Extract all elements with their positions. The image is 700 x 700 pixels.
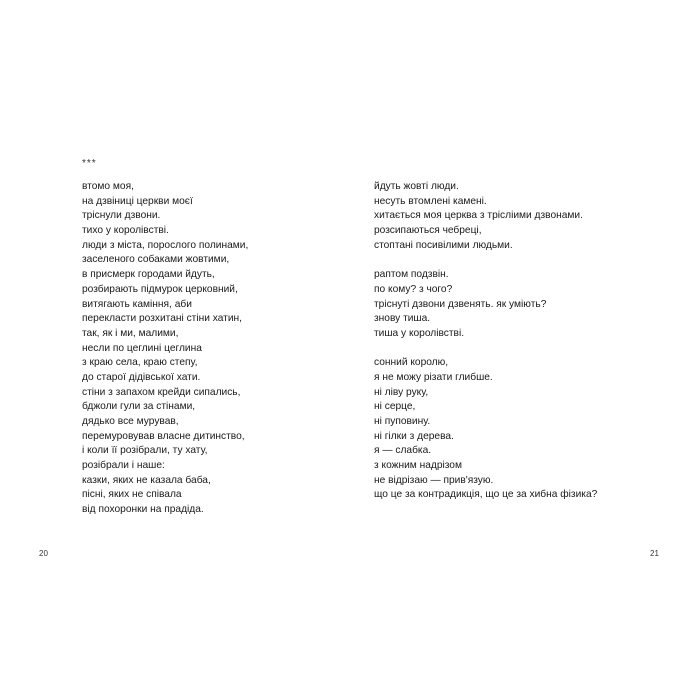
poem-line: в присмерк городами йдуть, [82, 269, 215, 281]
poem-line: на дзвіниці церкви моєї [82, 195, 193, 207]
page-number-right: 21 [650, 549, 659, 558]
poem-line: стіни з запахом крейди сипались, [82, 386, 241, 398]
poem-line: заселеного собаками жовтими, [82, 254, 230, 266]
poem-line: з кожним надрізом [374, 460, 462, 472]
poem-line: розсипаються чебреці, [374, 225, 482, 237]
poem-line: що це за контрадикція, що це за хибна фізика? [374, 489, 598, 501]
poem-line: по кому? з чого? [374, 283, 453, 295]
poem-line: казки, яких не казала баба, [82, 474, 211, 486]
poem-line: перекласти розхитані стіни хатин, [82, 313, 242, 325]
poem-line: несуть втомлені камені. [374, 195, 487, 207]
poem-line: розбирають підмурок церковний, [82, 283, 238, 295]
poem-line: раптом подзвін. [374, 269, 449, 281]
poem-line: сонний королю, [374, 357, 449, 369]
poem-line: від похоронки на прадіда. [82, 504, 204, 516]
stanza-break [374, 342, 597, 357]
poem-line: тихо у королівстві. [82, 225, 169, 237]
poem-line: ні ліву руку, [374, 386, 429, 398]
poem-line: я не можу різати глибше. [374, 371, 493, 383]
stanza-break [374, 253, 597, 268]
poem-line: ні пуповину. [374, 416, 431, 427]
poem-line: хитається моя церква з трісліими дзвонами. [374, 210, 583, 222]
poem-line: стоптані посивілими людьми. [374, 239, 513, 251]
poem-line: так, як і ми, малими, [82, 327, 179, 339]
poem-line: пісні, яких не співала [82, 489, 182, 501]
poem-line: з краю села, краю степу, [82, 357, 198, 369]
poem-line: витягають каміння, аби [82, 298, 192, 310]
poem-line: не відрізаю — прив'язую. [374, 474, 494, 486]
poem-line: втомо моя, [82, 181, 134, 192]
poem-right-stanzas [374, 180, 597, 503]
poem-line: тиша у королівстві. [374, 327, 465, 339]
poem-line: і коли її розібрали, ту хату, [82, 445, 208, 457]
poem-line: ні серце, [374, 401, 416, 413]
section-ornament: *** [82, 158, 97, 169]
poem-line: розібрали і наше: [82, 460, 165, 472]
poem-line: ні гілки з дерева. [374, 430, 454, 442]
page-number-left: 20 [39, 549, 48, 558]
poem-line: перемуровував власне дитинство, [82, 430, 245, 442]
poem-line: знову тиша. [374, 313, 431, 325]
poem-line: дядько все мурував, [82, 416, 179, 427]
poem-line: до старої дідівської хати. [82, 371, 201, 383]
poem-left-stanza [82, 180, 248, 518]
poem-line: несли по цеглині цеглина [82, 342, 202, 354]
poem-line: бджоли гули за стінами, [82, 401, 196, 413]
poem-line: я — слабка. [374, 445, 432, 457]
poem-line: тріснуті дзвони дзвенять. як уміють? [374, 298, 547, 310]
poem-line: тріснули дзвони. [82, 210, 161, 222]
poem-line: йдуть жовті люди. [374, 181, 459, 192]
poem-line: люди з міста, порослого полинами, [82, 239, 249, 251]
